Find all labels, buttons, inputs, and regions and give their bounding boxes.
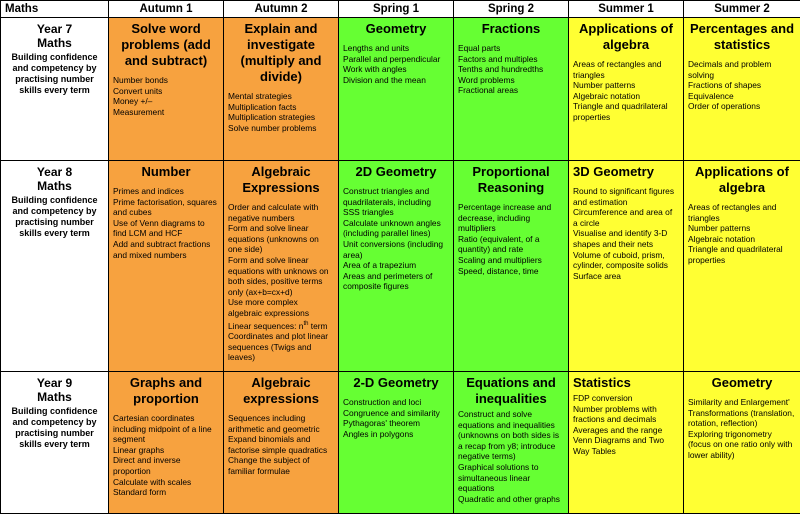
topic-item: Measurement [113, 106, 165, 117]
topic-list [573, 393, 679, 457]
topic-cell [224, 372, 339, 514]
topic-item: Volume of cuboid, prism, cylinder, composite solids [573, 249, 668, 271]
topic-item: Angles in polygons [343, 428, 414, 439]
topic-list [458, 43, 564, 96]
topic-title: Solve word problems (add and subtract) [121, 21, 211, 68]
topic-item: Ratio (equivalent, of a quantity) and rate [458, 233, 540, 255]
topic-cell [224, 161, 339, 372]
topic-title: Algebraic expressions [243, 375, 319, 406]
topic-item: Construction and loci [343, 397, 422, 407]
topic-cell [569, 372, 684, 514]
topic-item: Tenths and hundredths [458, 64, 544, 75]
topic-item: Visualise and identify 3-D shapes and their nets [573, 228, 668, 249]
topic-item: Scaling and multipliers [458, 254, 542, 265]
header-term-summer-2: Summer 2 [684, 1, 800, 18]
topic-cell [454, 372, 569, 514]
topic-item: Multiplication strategies [228, 112, 316, 123]
topic-item: Quadratic and other graphs [458, 493, 560, 504]
topic-item: Form and solve linear equations with unknows on both sides, positive terms only (ax+b=cx+d) [228, 254, 329, 297]
topic-cell [109, 372, 224, 514]
topic-title: Percentages and statistics [689, 21, 795, 52]
year-subject: Maths [37, 36, 72, 50]
topic-cell [339, 161, 454, 372]
topic-cell [684, 161, 800, 372]
year-description: Building confidence and competency by practising number skills every term [11, 52, 98, 95]
topic-title: 2-D Geometry [353, 375, 439, 390]
topic-item: Triangle and quadrilateral properties [573, 101, 668, 122]
topic-cell [454, 161, 569, 372]
topic-item: Equal parts [458, 43, 501, 53]
topic-item: Direct and inverse proportion [113, 455, 181, 476]
topic-cell [454, 18, 569, 161]
topic-item: Use of Venn diagrams to find LCM and HCF [113, 217, 205, 239]
topic-list [458, 409, 564, 504]
topic-list [458, 202, 564, 276]
topic-list [113, 413, 219, 498]
topic-item: Form and solve linear equations (unknowns on one side) [228, 223, 319, 255]
topic-item: Change the subject of familiar formulae [228, 455, 310, 476]
topic-item [228, 319, 334, 331]
topic-title: Applications of algebra [579, 21, 673, 52]
topic-item: Standard form [113, 487, 167, 498]
year-label-cell [1, 161, 109, 372]
topic-title: 2D Geometry [355, 164, 437, 179]
topic-cell [339, 372, 454, 514]
topic-item: Convert units [113, 85, 163, 96]
topic-title: Explain and investigate (multiply and divide) [240, 21, 322, 84]
topic-cell [339, 18, 454, 161]
topic-item: Calculate with scales [113, 476, 192, 487]
year-9-row [1, 372, 800, 514]
topic-item: Expand binomials and factorise simple quadratics [228, 434, 328, 455]
topic-item: Cartesian coordinates including midpoint of a line segment [113, 413, 212, 445]
topic-item: Area of a trapezium [343, 260, 417, 271]
header-term-spring-1: Spring 1 [339, 1, 454, 18]
topic-title: Algebraic Expressions [242, 164, 320, 195]
topic-item: Linear graphs [113, 444, 165, 455]
topic-item: Primes and indices [113, 186, 184, 196]
topic-item: Number problems with fractions and decimals [573, 403, 657, 425]
topic-cell [569, 161, 684, 372]
topic-item: Coordinates and plot linear sequences (Twigs and leaves) [228, 330, 329, 363]
topic-item: Areas and perimeters of composite figures [343, 270, 433, 292]
topic-item: Surface area [573, 270, 621, 281]
topic-list [573, 186, 679, 281]
topic-cell [109, 161, 224, 372]
header-term-autumn-2: Autumn 2 [224, 1, 339, 18]
year-subject: Maths [37, 179, 72, 193]
topic-list [343, 43, 449, 85]
topic-title: Applications of algebra [695, 164, 789, 195]
topic-title: Statistics [573, 375, 631, 390]
topic-title: Geometry [711, 375, 773, 390]
topic-title: Graphs and proportion [129, 375, 203, 406]
topic-item: Order of operations [688, 101, 761, 112]
superscript: th [303, 320, 309, 327]
header-row [1, 1, 800, 18]
topic-item: Similarity and Enlargement' [688, 397, 790, 407]
year-8-row [1, 161, 800, 372]
topic-item: Algebraic notation [573, 90, 641, 101]
topic-item: Money +/– [113, 96, 153, 107]
year-description: Building confidence and competency by practising number skills every term [11, 406, 98, 449]
year-description: Building confidence and competency by practising number skills every term [11, 195, 98, 238]
topic-item: Order and calculate with negative numbers [228, 202, 319, 223]
topic-item: Number bonds [113, 75, 168, 85]
topic-item: Lengths and units [343, 43, 410, 53]
topic-list [688, 59, 796, 112]
topic-cell [684, 372, 800, 514]
topic-list [228, 202, 334, 363]
topic-item: Round to significant figures and estimation [573, 186, 675, 207]
topic-item: Areas of rectangles and triangles [688, 202, 777, 223]
topic-cell [109, 18, 224, 161]
topic-item: Exploring trigonometry (focus on one ratio only with lower ability) [688, 428, 793, 460]
topic-item: Work with angles [343, 64, 407, 75]
topic-title: Geometry [365, 21, 427, 36]
topic-list [688, 397, 796, 461]
year-subject: Maths [37, 390, 72, 404]
topic-list [343, 397, 449, 439]
topic-cell [569, 18, 684, 161]
topic-item-suffix: term [308, 320, 328, 331]
header-term-autumn-1: Autumn 1 [109, 1, 224, 18]
topic-item: Use more complex algebraic expressions [228, 297, 310, 318]
topic-list [113, 75, 219, 117]
year-label-cell [1, 372, 109, 514]
topic-cell [684, 18, 800, 161]
topic-item: Venn Diagrams and Two Way Tables [573, 435, 665, 456]
header-term-summer-1: Summer 1 [569, 1, 684, 18]
topic-list [688, 202, 796, 266]
topic-cell [224, 18, 339, 161]
topic-item: Averages and the range [573, 424, 663, 435]
topic-item: Division and the mean [343, 74, 426, 85]
topic-item: Speed, distance, time [458, 265, 539, 276]
topic-list [343, 186, 449, 292]
topic-item: Pythagoras' theorem [343, 418, 421, 429]
year-label-cell [1, 18, 109, 161]
year-title: Year 8 [36, 165, 73, 179]
topic-item: Number patterns [573, 80, 636, 91]
topic-item: Percentage increase and decrease, including multipliers [458, 202, 552, 234]
topic-item: Multiplication facts [228, 101, 297, 112]
topic-item: FDP conversion [573, 393, 633, 403]
topic-item: Areas of rectangles and triangles [573, 59, 662, 80]
topic-item: Calculate unknown angles (including parallel lines) [343, 217, 441, 239]
topic-item: Sequences including arithmetic and geometric [228, 413, 320, 434]
topic-item: Construct and solve equations and inequalities (unknowns on both sides is a recap from y8; introduce negative terms) [458, 409, 560, 462]
topic-item: Parallel and perpendicular [343, 53, 441, 64]
topic-item: Add and subtract fractions and mixed numbers [113, 238, 211, 260]
topic-title: Proportional Reasoning [472, 164, 550, 195]
topic-item: Graphical solutions to simultaneous linear equations [458, 461, 539, 494]
topic-list [228, 91, 334, 133]
topic-item: Fractional areas [458, 85, 519, 96]
topic-item: Fractions of shapes [688, 80, 762, 91]
topic-list [113, 186, 219, 260]
topic-title: Equations and inequalities [466, 375, 556, 406]
topic-title: Number [141, 164, 191, 179]
topic-item: Prime factorisation, squares and cubes [113, 196, 217, 218]
topic-item: Mental strategies [228, 91, 292, 101]
topic-item: Congruence and similarity [343, 407, 440, 418]
topic-item: Decimals and problem solving [688, 59, 772, 80]
topic-item: Triangle and quadrilateral properties [688, 244, 783, 265]
topic-item: Circumference and area of a circle [573, 207, 673, 228]
header-subject: Maths [1, 1, 109, 18]
year-title: Year 9 [36, 376, 73, 390]
topic-title: Fractions [481, 21, 541, 36]
topic-item: Number patterns [688, 223, 751, 234]
year-7-row [1, 18, 800, 161]
topic-item: Factors and multiples [458, 53, 538, 64]
topic-list [573, 59, 679, 123]
topic-list [228, 413, 334, 477]
topic-item: Word problems [458, 74, 515, 85]
topic-item: Algebraic notation [688, 233, 756, 244]
topic-item: Unit conversions (including area) [343, 238, 444, 260]
header-term-spring-2: Spring 2 [454, 1, 569, 18]
topic-title: 3D Geometry [573, 164, 654, 179]
topic-item-text: Linear sequences: n [228, 320, 304, 331]
year-title: Year 7 [36, 22, 73, 36]
topic-item: Solve number problems [228, 122, 317, 133]
topic-item: Transformations (translation, rotation, reflection) [688, 407, 795, 429]
topic-item: Construct triangles and quadrilaterals, including SSS triangles [343, 186, 431, 218]
topic-item: Equivalence [688, 90, 734, 101]
